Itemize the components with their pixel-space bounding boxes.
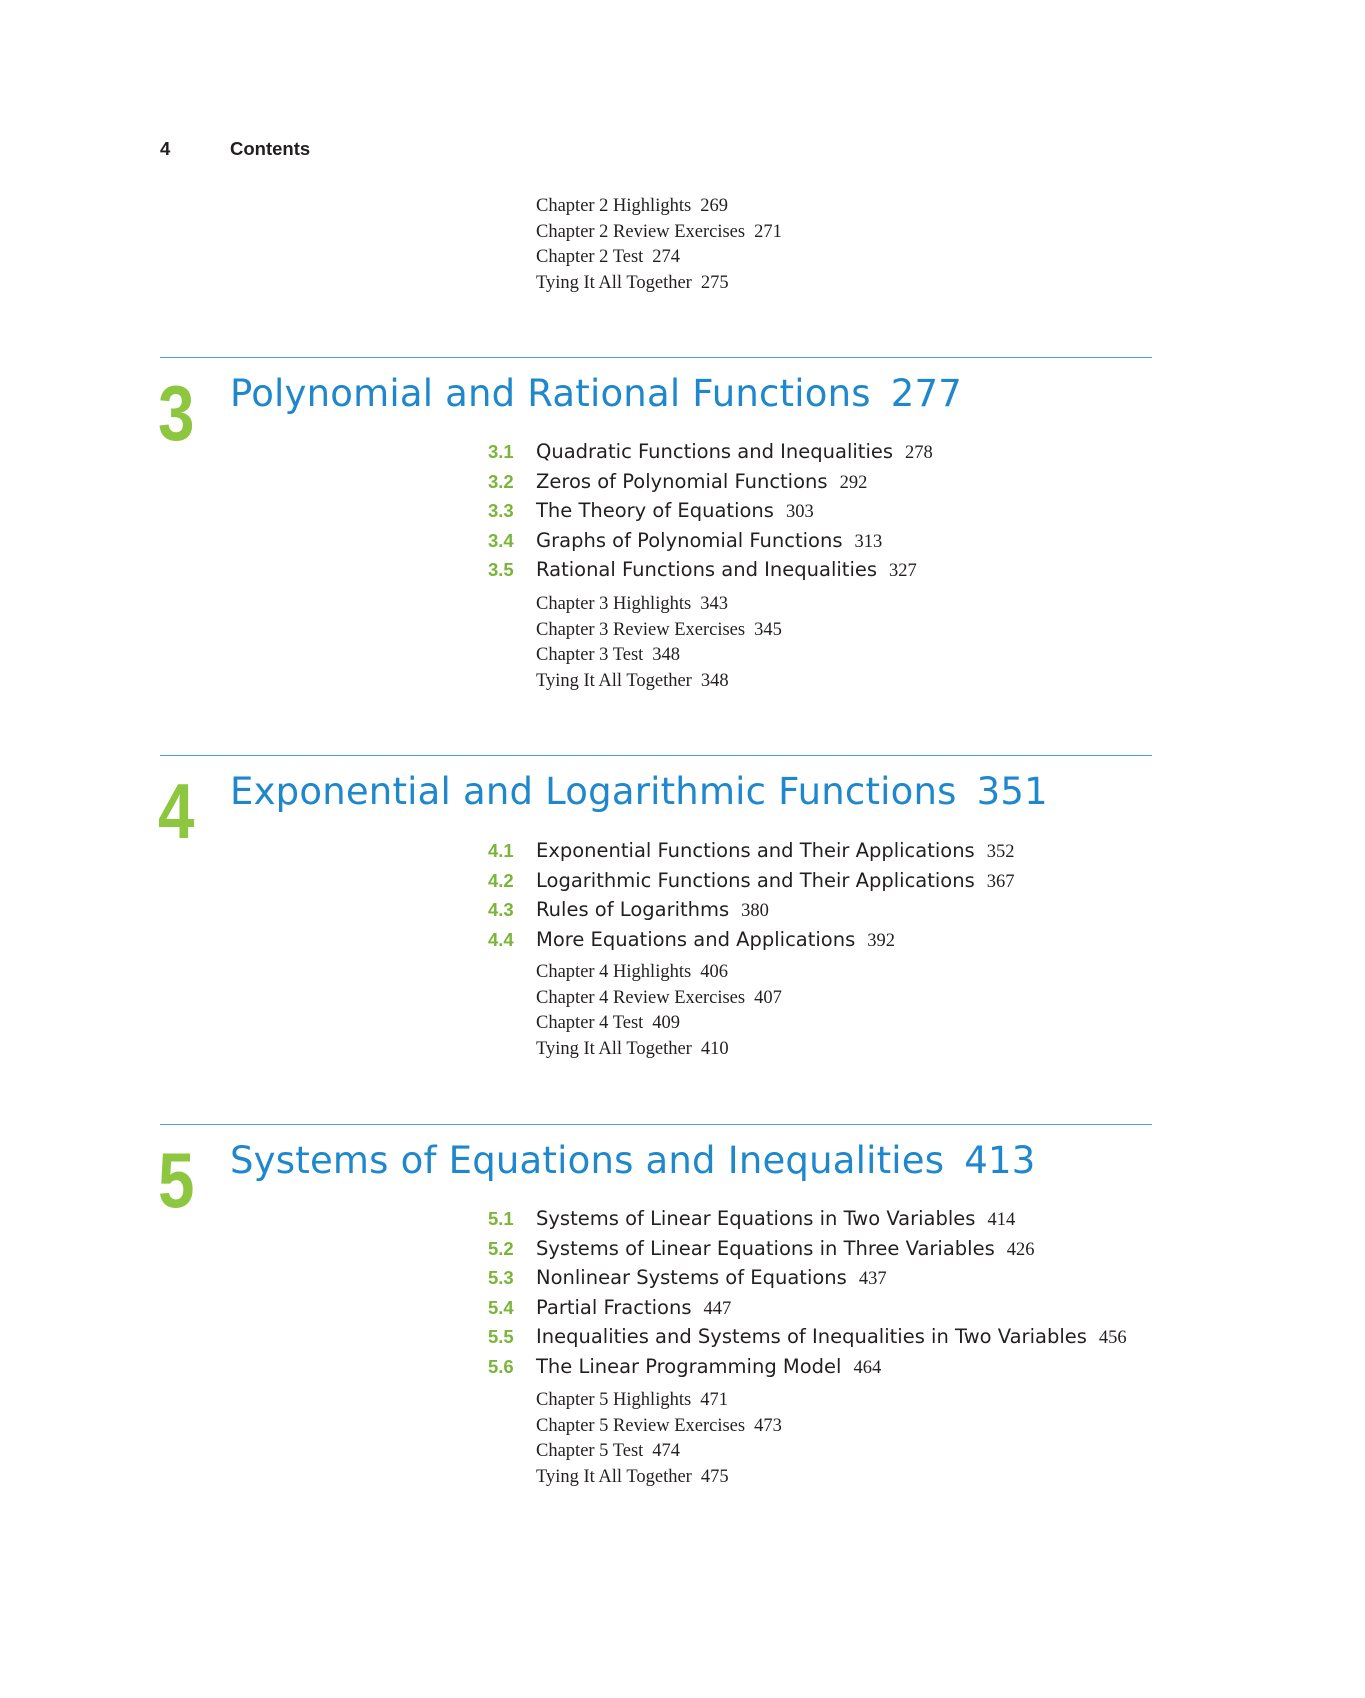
backmatter-page: 271 [754,221,782,242]
backmatter-page: 410 [700,1039,729,1060]
section-item[interactable] [488,1293,1127,1323]
backmatter-label: Chapter 5 Review Exercises [536,1415,746,1436]
backmatter-page: 409 [652,1013,681,1034]
backmatter-page: 345 [754,619,782,640]
section-title: The Theory of Equations [536,499,774,523]
backmatter-page: 475 [700,1467,729,1488]
chapter-number: 4 [158,767,195,855]
section-page: 447 [703,1298,732,1319]
section-number: 3.1 [488,441,514,462]
section-page: 456 [1098,1328,1127,1349]
section-page: 414 [987,1210,1016,1230]
chapter-divider [160,755,1152,756]
chapter-page: 351 [976,770,1048,813]
section-item[interactable] [488,1322,1127,1352]
backmatter-label: Chapter 5 Highlights [536,1390,692,1410]
section-item[interactable] [488,836,1015,866]
backmatter-label: Tying It All Together [536,1039,692,1060]
backmatter-item[interactable] [536,1388,782,1414]
backmatter-page: 343 [700,594,728,614]
section-page: 352 [986,842,1015,862]
section-item[interactable] [488,895,1015,925]
section-item[interactable] [488,467,933,497]
backmatter-page: 406 [700,962,728,982]
chapter-4-sections [488,836,1015,954]
backmatter-page: 275 [700,273,729,294]
backmatter-label: Chapter 3 Review Exercises [536,619,746,640]
backmatter-label: Tying It All Together [536,1467,692,1488]
chapter-page: 277 [890,372,962,415]
backmatter-item[interactable] [536,245,782,271]
section-page: 303 [785,502,814,523]
page-number: 4 [160,138,171,159]
backmatter-label: Chapter 4 Review Exercises [536,987,746,1008]
backmatter-label: Chapter 3 Highlights [536,594,692,614]
section-item[interactable] [488,555,933,585]
backmatter-label: Chapter 4 Highlights [536,962,692,982]
section-page: 437 [858,1269,887,1290]
section-title: Systems of Linear Equations in Three Variables [536,1236,995,1260]
chapter-title[interactable] [230,1139,1036,1182]
section-number: 5.5 [488,1326,514,1348]
backmatter-label: Tying It All Together [536,671,692,692]
section-page: 278 [905,443,933,463]
section-title: More Equations and Applications [536,927,856,951]
section-page: 292 [839,472,868,493]
section-title: Rules of Logarithms [536,898,730,922]
section-number: 4.2 [488,869,514,891]
section-title: Inequalities and Systems of Inequalities in Two Variables [536,1325,1087,1349]
section-page: 367 [986,871,1015,892]
section-title: Graphs of Polynomial Functions [536,528,843,552]
section-number: 4.3 [488,899,514,921]
section-number: 3.2 [488,470,514,492]
section-number: 3.5 [488,559,514,581]
backmatter-label: Chapter 4 Test [536,1013,644,1034]
chapter-page: 413 [964,1139,1036,1182]
section-item[interactable] [488,526,933,556]
backmatter-page: 473 [754,1415,782,1436]
section-title: Systems of Linear Equations in Two Variables [536,1207,976,1230]
chapter-title[interactable] [230,372,962,415]
section-number: 4.1 [488,840,514,861]
section-number: 5.6 [488,1355,514,1377]
running-head-title: Contents [230,138,311,159]
section-number: 3.3 [488,500,514,522]
section-page: 313 [854,531,883,552]
backmatter-label: Chapter 2 Highlights [536,196,692,216]
section-page: 426 [1006,1239,1035,1260]
backmatter-item[interactable] [536,669,782,695]
backmatter-item[interactable] [536,643,782,669]
section-page: 380 [741,901,769,922]
chapter-divider [160,357,1152,358]
backmatter-label: Tying It All Together [536,273,692,294]
backmatter-item[interactable] [536,1011,782,1037]
section-title: Partial Fractions [536,1295,692,1319]
chapter-5-backmatter [536,1388,782,1491]
section-page: 464 [853,1357,882,1378]
chapter-2-backmatter [536,194,782,297]
section-number: 5.1 [488,1208,514,1229]
backmatter-label: Chapter 2 Review Exercises [536,221,746,242]
section-title: Logarithmic Functions and Their Applications [536,868,975,892]
section-title: Quadratic Functions and Inequalities [536,440,894,463]
backmatter-page: 471 [700,1390,728,1410]
backmatter-page: 348 [700,671,729,692]
backmatter-item[interactable] [536,1414,782,1440]
section-page: 392 [867,930,896,951]
section-number: 4.4 [488,928,514,950]
section-number: 5.3 [488,1267,514,1289]
section-item[interactable] [488,496,933,526]
section-item[interactable] [488,1204,1127,1234]
backmatter-item[interactable] [536,986,782,1012]
section-item[interactable] [488,1352,1127,1382]
section-title: Rational Functions and Inequalities [536,558,878,582]
backmatter-item[interactable] [536,592,782,618]
backmatter-item[interactable] [536,220,782,246]
section-title: Zeros of Polynomial Functions [536,469,828,493]
chapter-number: 3 [158,369,195,457]
backmatter-label: Chapter 2 Test [536,247,644,268]
backmatter-page: 269 [700,196,728,216]
backmatter-page: 407 [754,987,782,1008]
section-title: Nonlinear Systems of Equations [536,1266,847,1290]
section-title: The Linear Programming Model [536,1354,842,1378]
section-number: 5.4 [488,1296,514,1318]
backmatter-page: 348 [652,645,681,666]
backmatter-label: Chapter 3 Test [536,645,644,666]
chapter-title[interactable] [230,770,1048,813]
backmatter-item[interactable] [536,1037,782,1063]
section-number: 3.4 [488,529,514,551]
chapter-title-text: Polynomial and Rational Functions [230,372,871,415]
chapter-3-backmatter [536,592,782,695]
chapter-4-backmatter [536,960,782,1063]
backmatter-item[interactable] [536,618,782,644]
section-item[interactable] [488,1234,1127,1264]
section-item[interactable] [488,925,1015,955]
chapter-5-sections [488,1204,1127,1382]
backmatter-item[interactable] [536,1439,782,1465]
section-item[interactable] [488,1263,1127,1293]
section-number: 5.2 [488,1237,514,1259]
section-item[interactable] [488,866,1015,896]
backmatter-item[interactable] [536,960,782,986]
section-page: 327 [889,561,917,582]
section-item[interactable] [488,437,933,467]
backmatter-item[interactable] [536,271,782,297]
chapter-title-text: Systems of Equations and Inequalities [230,1139,945,1182]
backmatter-label: Chapter 5 Test [536,1441,644,1462]
backmatter-page: 474 [652,1441,681,1462]
backmatter-item[interactable] [536,194,782,220]
section-title: Exponential Functions and Their Applications [536,839,975,862]
chapter-divider [160,1124,1152,1125]
backmatter-item[interactable] [536,1465,782,1491]
chapter-3-sections [488,437,933,585]
chapter-title-text: Exponential and Logarithmic Functions [230,770,957,813]
backmatter-page: 274 [652,247,681,268]
chapter-number: 5 [158,1136,195,1224]
